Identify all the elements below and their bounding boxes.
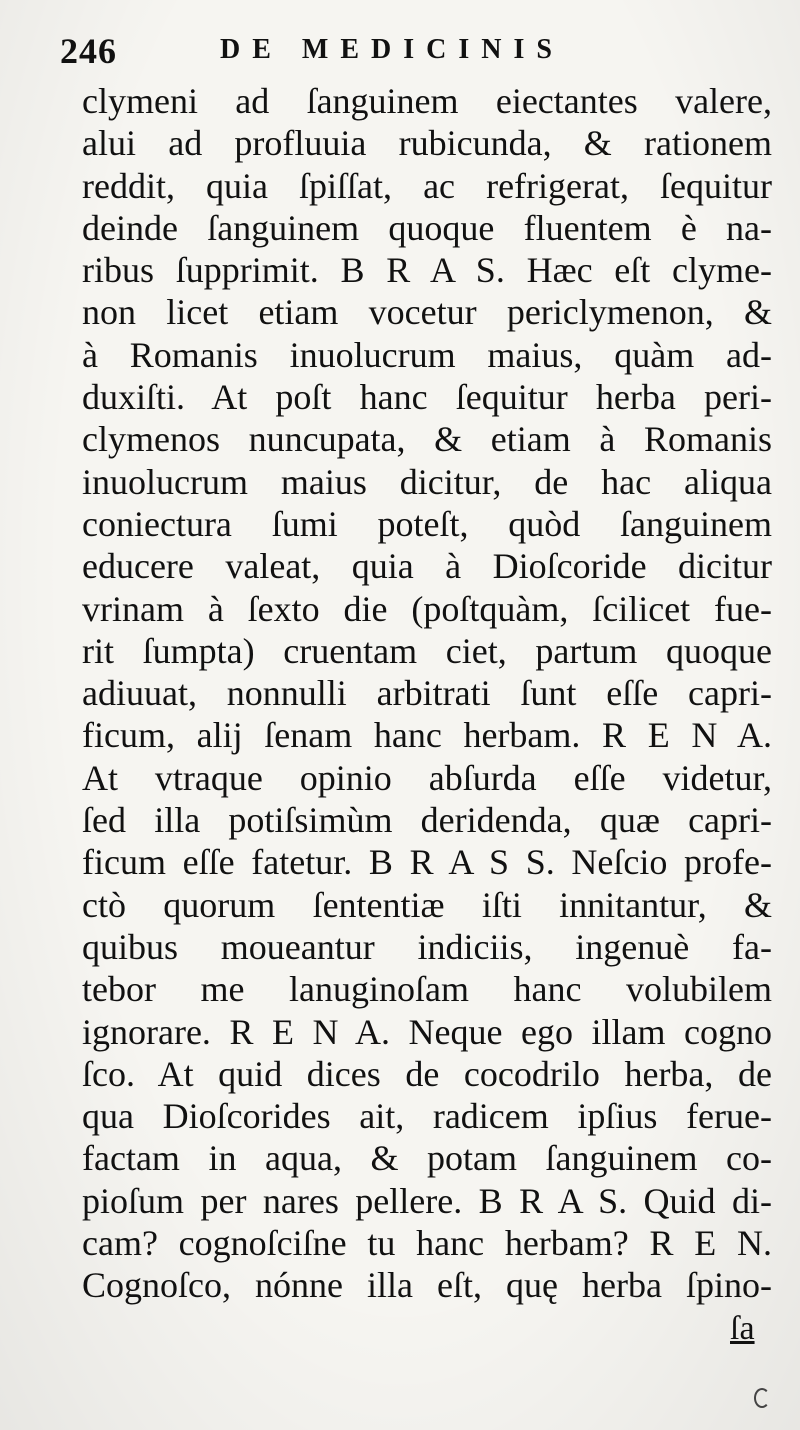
text-line: clymeni ad ſanguinem eiectantes valere, (82, 81, 772, 121)
text-line: ficum, alij ſenam hanc herbam. R E N A. (82, 715, 772, 756)
text-line: reddit, quia ſpiſſat, ac refrigerat, ſequitur (82, 165, 772, 206)
ink-mark (754, 1388, 770, 1408)
text-line: qua Dioſcorides ait, radicem ipſius ferue- (82, 1096, 772, 1137)
text-line: duxiſti. At poſt hanc ſequitur herba peri- (82, 377, 772, 418)
page-number: 246 (60, 31, 117, 71)
text-line: educere valeat, quia à Dioſcoride dicitur (82, 546, 772, 587)
body-text (82, 80, 772, 1307)
text-line: factam in aqua, & potam ſanguinem co- (82, 1138, 772, 1179)
text-line: ctò quorum ſententiæ iſti innitantur, & (82, 884, 772, 925)
text-line: rit ſumpta) cruentam ciet, partum quoque (82, 630, 772, 671)
text-line: alui ad profluuia rubicunda, & rationem (82, 123, 772, 164)
text-line: à Romanis inuolucrum maius, quàm ad- (82, 334, 772, 375)
text-line: At vtraque opinio abſurda eſſe videtur, (82, 757, 772, 798)
text-line: ignorare. R E N A. Neque ego illam cogno (82, 1011, 772, 1052)
text-line: quibus moueantur indiciis, ingenuè fa- (82, 926, 772, 967)
text-line: ficum eſſe fatetur. B R A S S. Neſcio profe- (82, 842, 772, 883)
text-line: vrinam à ſexto die (poſtquàm, ſcilicet fue- (82, 588, 772, 629)
text-line: tebor me lanuginoſam hanc volubilem (82, 969, 772, 1010)
text-line: inuolucrum maius dicitur, de hac aliqua (82, 461, 772, 502)
text-line: ſco. At quid dices de cocodrilo herba, de (82, 1053, 772, 1094)
text-line: ſed illa potiſsimùm deridenda, quæ capri- (82, 800, 772, 841)
text-line: non licet etiam vocetur periclymenon, & (82, 292, 772, 333)
page-header (60, 30, 620, 78)
text-line: deinde ſanguinem quoque fluentem è na- (82, 207, 772, 248)
running-head: DE MEDICINIS (220, 34, 564, 65)
catchword: ſa (730, 1310, 755, 1347)
text-line: cam? cognoſciſne tu hanc herbam? R E N. (82, 1223, 772, 1264)
text-line: pioſum per nares pellere. B R A S. Quid di- (82, 1180, 772, 1221)
text-line: ribus ſupprimit. B R A S. Hæc eſt clyme- (82, 250, 772, 291)
text-line: adiuuat, nonnulli arbitrati ſunt eſſe capri- (82, 673, 772, 714)
text-line: clymenos nuncupata, & etiam à Romanis (82, 419, 772, 460)
text-line: Cognoſco, nónne illa eſt, quę herba ſpino- (82, 1265, 772, 1306)
text-line: coniectura ſumi poteſt, quòd ſanguinem (82, 503, 772, 544)
